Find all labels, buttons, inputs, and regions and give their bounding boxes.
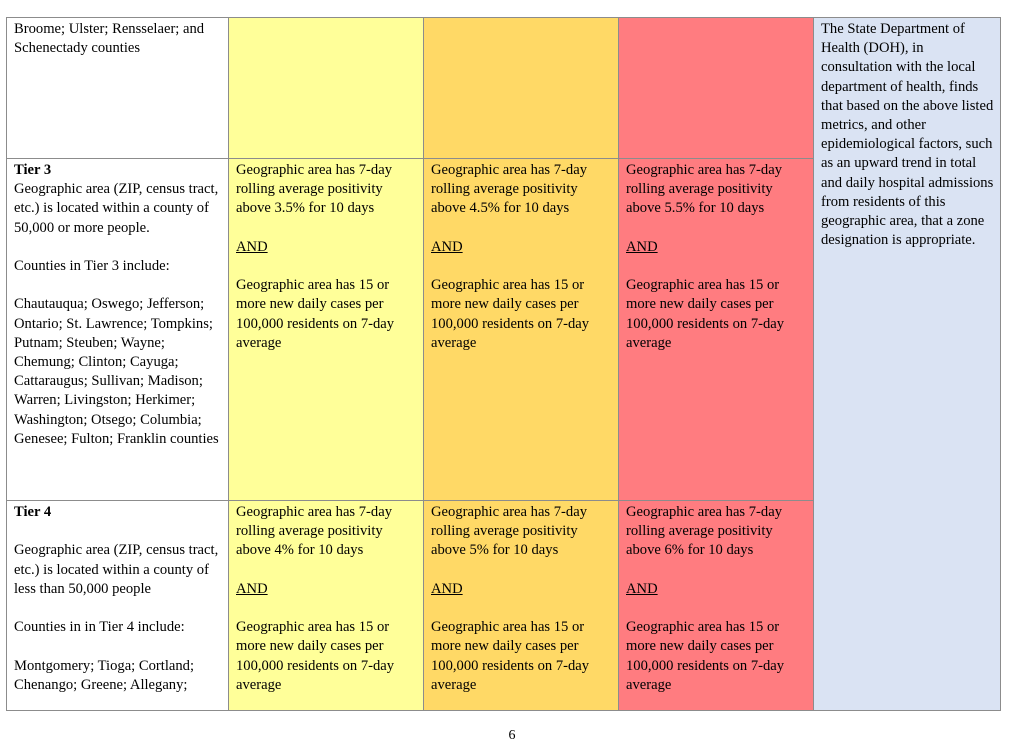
tier3-orange-cell (424, 159, 619, 501)
top-yellow-cell (229, 18, 424, 159)
tier4-yellow-positivity: Geographic area has 7-day rolling average positivity above 4% for 10 days (236, 504, 392, 559)
tier3-title: Tier 3 (14, 162, 52, 178)
tier4-counties-heading: Counties in in Tier 4 include: (14, 619, 185, 636)
tier3-red-cases: Geographic area has 15 or more new daily cases per 100,000 residents on 7-day average (626, 277, 785, 351)
tier3-red-positivity: Geographic area has 7-day rolling average positivity above 5.5% for 10 days (626, 162, 782, 217)
zone-criteria-table (6, 17, 1001, 711)
tier4-red-cases: Geographic area has 15 or more new daily cases per 100,000 residents on 7-day average (626, 619, 785, 693)
tier4-orange-cell (424, 501, 619, 711)
tier3-counties-list: Chautauqua; Oswego; Jefferson; Ontario; St. Lawrence; Tompkins; Putnam; Steuben; Wayne; Chemung; Clinton; Cayuga; Cattaraugus; Sullivan; Madison; Warren; Livingston; Herkimer; Washington; Otsego; Columbia; Genesee; Fulton; Franklin counties (14, 296, 219, 447)
tier3-red-cell (619, 159, 814, 501)
tier3-yellow-cases: Geographic area has 15 or more new daily cases per 100,000 residents on 7-day average (236, 277, 395, 351)
tier4-description: Geographic area (ZIP, census tract, etc.) is located within a county of less than 50,000 people (14, 542, 219, 597)
tier3-yellow-and: AND (236, 238, 268, 255)
top-counties-text: Broome; Ulster; Rensselaer; and Schenectady counties (14, 21, 205, 57)
tier3-description: Geographic area (ZIP, census tract, etc.) is located within a county of 50,000 or more people. (14, 181, 219, 236)
tier3-yellow-positivity: Geographic area has 7-day rolling average positivity above 3.5% for 10 days (236, 162, 392, 217)
table-row-top (7, 18, 1001, 159)
tier4-counties-list: Montgomery; Tioga; Cortland; Chenango; Greene; Allegany; (14, 657, 194, 693)
tier4-orange-positivity: Geographic area has 7-day rolling average positivity above 5% for 10 days (431, 504, 587, 559)
tier3-orange-positivity: Geographic area has 7-day rolling average positivity above 4.5% for 10 days (431, 162, 587, 217)
tier3-yellow-cell (229, 159, 424, 501)
tier3-counties-heading: Counties in Tier 3 include: (14, 258, 170, 274)
tier4-yellow-cases: Geographic area has 15 or more new daily cases per 100,000 residents on 7-day average (236, 619, 395, 693)
tier4-red-and: AND (626, 580, 658, 597)
tier4-title: Tier 4 (14, 504, 52, 520)
tier4-description-cell (7, 501, 229, 711)
tier4-yellow-cell (229, 501, 424, 711)
tier4-red-cell (619, 501, 814, 711)
tier3-orange-and: AND (431, 238, 463, 255)
tier3-orange-cases: Geographic area has 15 or more new daily cases per 100,000 residents on 7-day average (431, 277, 590, 351)
doh-note-text: The State Department of Health (DOH), in consultation with the local department of health, finds that based on the above listed metrics, and other epidemiological factors, such as an upward trend in total and daily hospital admissions from residents of this geographic area, that a zone designation is appropriate. (821, 21, 994, 249)
tier3-red-and: AND (626, 238, 658, 255)
top-counties-cell (7, 18, 229, 159)
tier4-orange-cases: Geographic area has 15 or more new daily cases per 100,000 residents on 7-day average (431, 619, 590, 693)
tier4-yellow-and: AND (236, 580, 268, 597)
page-number: 6 (508, 728, 516, 743)
doh-note-cell (814, 18, 1001, 711)
tier3-description-cell (7, 159, 229, 501)
tier4-red-positivity: Geographic area has 7-day rolling average positivity above 6% for 10 days (626, 504, 782, 559)
top-orange-cell (424, 18, 619, 159)
top-red-cell (619, 18, 814, 159)
tier4-orange-and: AND (431, 580, 463, 597)
